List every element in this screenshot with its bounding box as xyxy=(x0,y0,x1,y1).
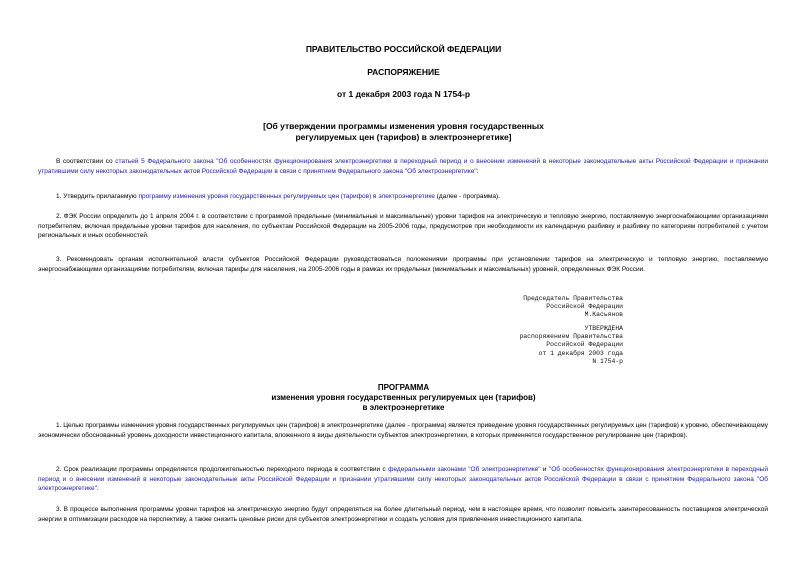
program-title: ПРОГРАММА xyxy=(377,383,430,392)
program-item-2-text: 2. Срок реализации программы определяется продолжительностью переходного периода в соответствии с xyxy=(56,466,389,473)
federal-laws-link[interactable]: федеральными законами "Об электроэнергетике" xyxy=(388,466,541,473)
document-type: РАСПОРЯЖЕНИЕ xyxy=(367,67,440,77)
program-subtitle-2: в электроэнергетике xyxy=(362,403,445,412)
item-1-text: 1. Утвердить прилагаемую xyxy=(56,193,139,200)
program-item-2-end: . xyxy=(96,485,99,493)
approval-date: от 1 декабря 2003 года xyxy=(538,349,623,357)
program-item-2-paragraph xyxy=(38,465,768,494)
preamble-colon: : xyxy=(476,167,479,175)
program-item-1-paragraph: 1. Целью программы изменения уровня государственных регулируемых цен (тарифов) в электроэнергетике (далее - программа) является приведение уровня государственных регулируемых цен (тарифов) к уровню, обеспечивающему экономически обоснованный уровень доходности инвестиционного капитала, вложенного в виды деятельности субъектов электроэнергетики, в которых применяется государственное регулирование цен (тарифов). xyxy=(38,422,768,439)
program-heading xyxy=(0,383,807,413)
signature-country: Российской Федерации xyxy=(546,303,623,311)
law-article-5-link[interactable]: статьей 5 Федерального закона "Об особенностях функционирования электроэнергетики в переходный период и о внесении изменений в некоторые законодательные акты Российской Федерации и признании утратившими силу некоторых законодательных актов Российской Федерации в связи с принятием Федерального закона "Об электроэнергетике" xyxy=(38,158,768,175)
approval-title: УТВЕРЖДЕНА xyxy=(584,325,623,332)
document-subject-line-1: [Об утверждении программы изменения уровня государственных xyxy=(263,121,544,131)
program-link[interactable]: программу изменения уровня государственных регулируемых цен (тарифов) в электроэнергетике xyxy=(138,193,435,200)
preamble-paragraph xyxy=(38,157,768,176)
item-3-paragraph: 3. Рекомендовать органам исполнительной власти субъектов Российской Федерации руководствоваться положениями программы при установлении тарифов на электрическую и тепловую энергию, поставляемую энергоснабжающими организациями потребителям, включая тарифы для населения, на 2005-2006 годы в рамках их предельных (минимальных и максимальных) уровней, определенных ФЭК России. xyxy=(38,256,768,273)
program-item-2-and: и xyxy=(540,466,549,473)
signature-block xyxy=(523,295,623,320)
item-1-paragraph xyxy=(38,192,768,202)
approval-stamp xyxy=(519,325,623,366)
transition-law-link[interactable]: "Об особенностях функционирования электроэнергетики в переходный период и о внесении изменений в некоторые законодательные акты Российской Федерации и признании утратившими силу некоторых законодательных актов Российской Федерации в связи с принятием Федерального закона "Об электроэнергетике" xyxy=(38,466,768,493)
government-title: ПРАВИТЕЛЬСТВО РОССИЙСКОЙ ФЕДЕРАЦИИ xyxy=(305,44,502,54)
approval-line-3: Российской Федерации xyxy=(546,341,623,349)
item-2-paragraph: 2. ФЭК России определить до 1 апреля 2004 г. в соответствии с программой предельные (минимальные и максимальные) уровни тарифов на электрическую и тепловую энергию, поставляемую энергоснабжающими организациями потребителям, включая предельные уровни тарифов для населения, по субъектам Российской Федерации на 2005-2006 годы, предусмотрев при необходимости их календарную разбивку и разбивку по категориям потребителей с учетом региональных и иных особенностей. xyxy=(38,213,768,240)
program-subtitle-1: изменения уровня государственных регулируемых цен (тарифов) xyxy=(271,393,536,402)
approval-number: N 1754-р xyxy=(592,357,623,365)
document-subject-line-2: регулируемых цен (тарифов) в электроэнергетике] xyxy=(295,132,512,142)
signature-position: Председатель Правительства xyxy=(523,295,623,302)
item-1-tail: (далее - программа). xyxy=(434,193,500,200)
preamble-text: В соответствии со xyxy=(56,158,116,165)
document-date-number: от 1 декабря 2003 года N 1754-р xyxy=(336,89,471,99)
program-item-3-paragraph: 3. В процессе выполнения программы уровни тарифов на электрическую энергию будут определяться на более длительный период, чем в настоящее время, что позволит повысить заинтересованность поставщиков электрической энергии в оптимизации расходов на перспективу, а также снизить ценовые риски для субъектов электроэнергетики и создать условия для привлечения инвестиционного капитала. xyxy=(38,506,768,523)
signature-name: М.Касьянов xyxy=(584,311,623,319)
approval-line-2: распоряжением Правительства xyxy=(519,333,623,341)
